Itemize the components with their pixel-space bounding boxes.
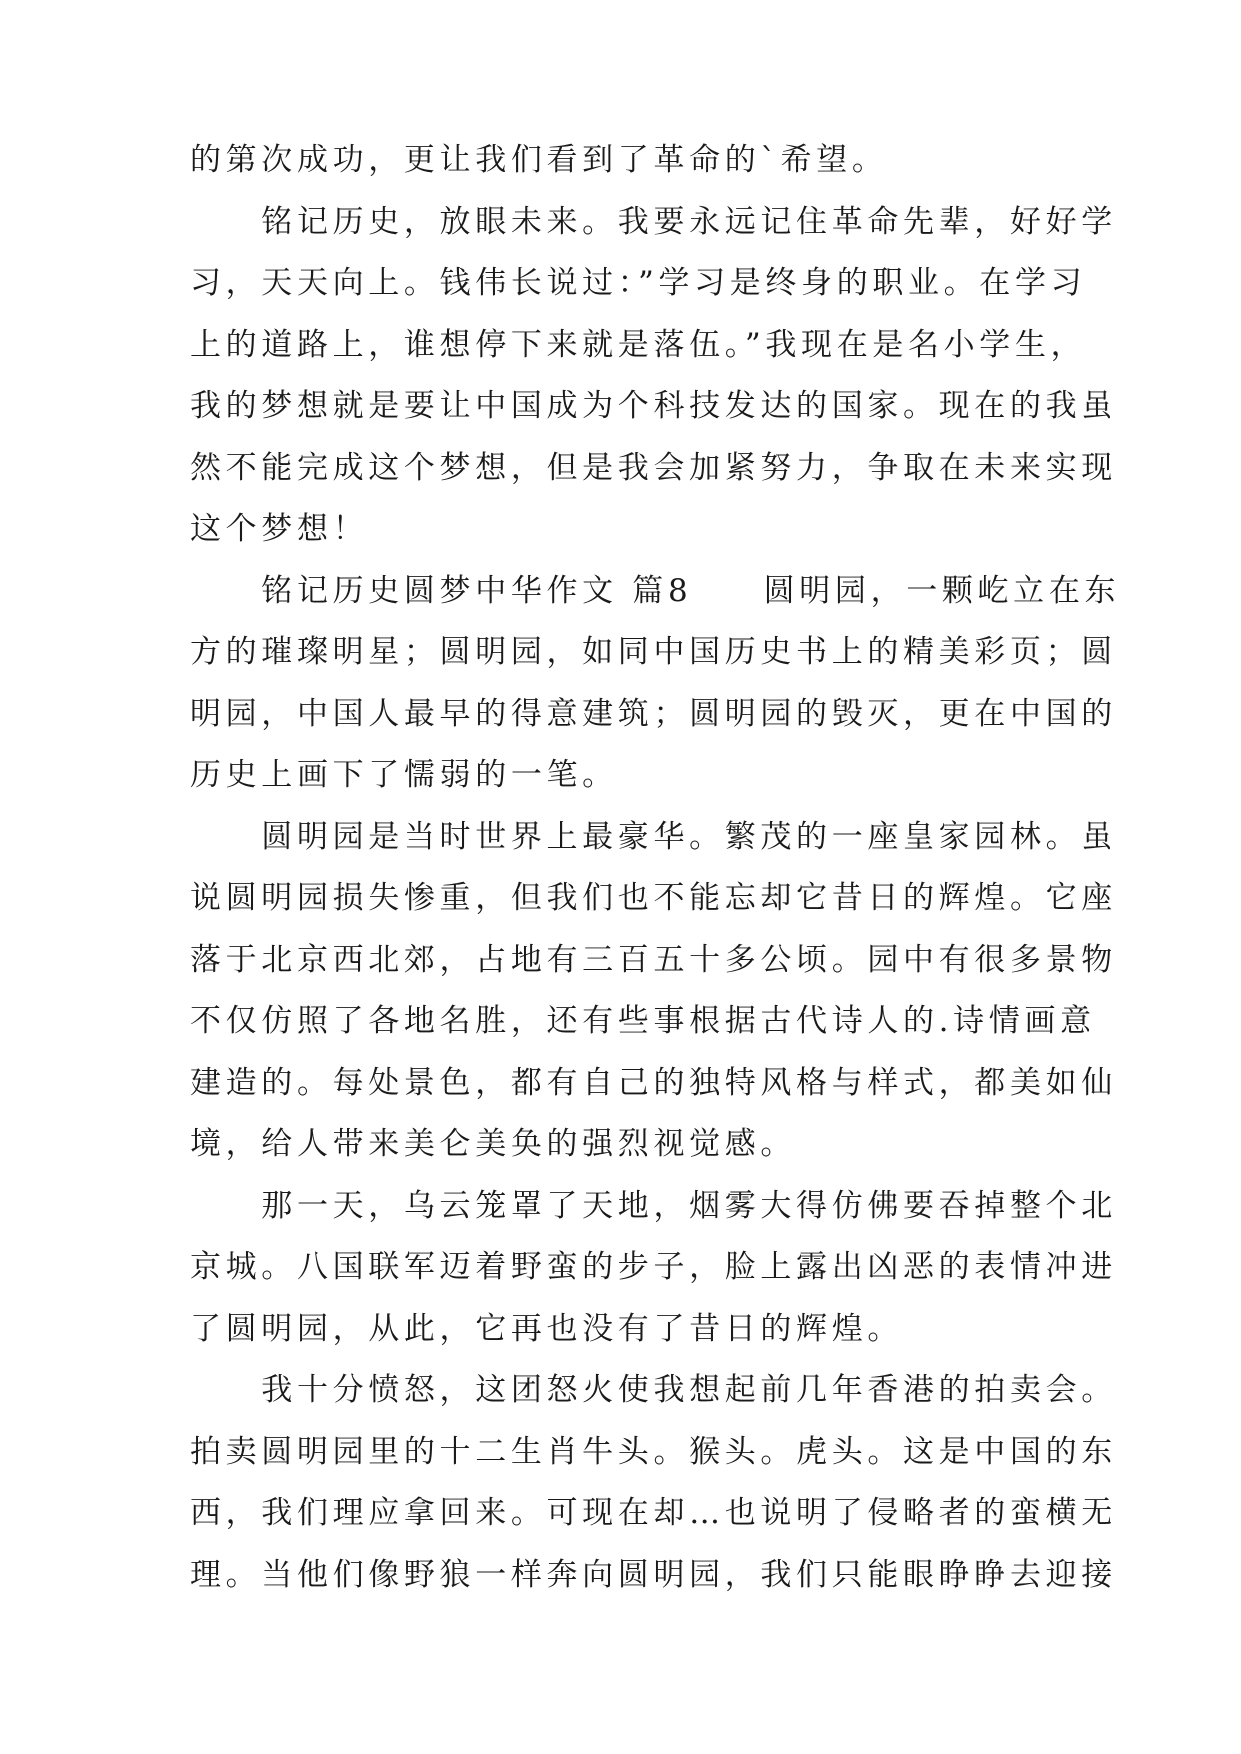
text-line: 京城。八国联军迈着野蛮的步子，脸上露出凶恶的表情冲进 [190, 1249, 1117, 1285]
text-line: 了圆明园，从此，它再也没有了昔日的辉煌。 [190, 1310, 903, 1347]
text-line: 上的道路上，谁想停下来就是落伍。”我现在是名小学生， [190, 326, 1087, 363]
essay-body [190, 130, 1121, 1606]
text-line: 我十分愤怒，这团怒火使我想起前几年香港的拍卖会。 [190, 1372, 1117, 1408]
text-line: 我的梦想就是要让中国成为个科技发达的国家。现在的我虽 [190, 388, 1117, 424]
text-line: 说圆明园损失惨重，但我们也不能忘却它昔日的辉煌。它座 [190, 880, 1117, 916]
section-heading-line: 铭记历史圆梦中华作文 篇8 圆明园，一颗屹立在东 [190, 572, 1121, 609]
text-line: 理。当他们像野狼一样奔向圆明园，我们只能眼睁睁去迎接 [190, 1556, 1117, 1593]
text-line: 西，我们理应拿回来。可现在却…也说明了侵略者的蛮横无 [190, 1495, 1117, 1531]
text-line: 拍卖圆明园里的十二生肖牛头。猴头。虎头。这是中国的东 [190, 1433, 1117, 1470]
text-line: 这个梦想！ [190, 511, 369, 547]
text-line: 的第次成功，更让我们看到了革命的`希望。 [190, 142, 888, 178]
text-line: 境，给人带来美仑美奂的强烈视觉感。 [190, 1126, 797, 1162]
text-line: 方的璀璨明星；圆明园，如同中国历史书上的精美彩页；圆 [190, 634, 1117, 670]
text-line: 那一天，乌云笼罩了天地，烟雾大得仿佛要吞掉整个北 [190, 1187, 1117, 1224]
text-line: 明园，中国人最早的得意建筑；圆明园的毁灭，更在中国的 [190, 695, 1117, 732]
text-line: 不仅仿照了各地名胜，还有些事根据古代诗人的.诗情画意 [190, 1003, 1096, 1039]
text-line: 然不能完成这个梦想，但是我会加紧努力，争取在未来实现 [190, 449, 1117, 486]
text-line: 历史上画下了懦弱的一笔。 [190, 757, 618, 793]
text-line: 建造的。每处景色，都有自己的独特风格与样式，都美如仙 [190, 1064, 1117, 1101]
text-line: 圆明园是当时世界上最豪华。繁茂的一座皇家园林。虽 [190, 818, 1117, 855]
text-line: 铭记历史，放眼未来。我要永远记住革命先辈，好好学 [190, 203, 1117, 240]
text-line: 落于北京西北郊，占地有三百五十多公顷。园中有很多景物 [190, 941, 1117, 978]
text-line: 习，天天向上。钱伟长说过：”学习是终身的职业。在学习 [190, 265, 1087, 301]
